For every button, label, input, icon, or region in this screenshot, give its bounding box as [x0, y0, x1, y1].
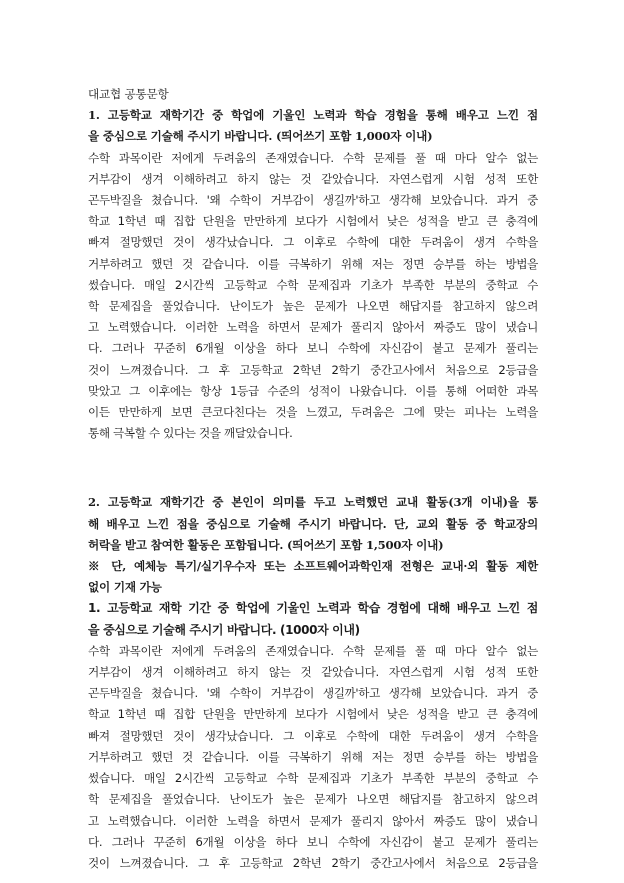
answer-line: 썼습니다. 매일 2시간씩 고등학교 수학 문제집과 기초가 부족한 부분의 중학교 수 [88, 277, 538, 292]
question-2-title-line: 해 배우고 느낀 점을 중심으로 기술해 주시기 바랍니다. 단, 교외 활동 중 학교장의 [88, 516, 538, 531]
answer-line: 수학 과목이란 저에게 두려움의 존재였습니다. 수학 문제를 풀 때 마다 알수 없는 [88, 643, 538, 658]
answer-line: 거부감이 생겨 이해하려고 하지 않는 것 같았습니다. 자연스럽게 시험 성적 또한 [88, 665, 538, 680]
answer-line: 거부하려고 했던 것 같습니다. 이를 극복하기 위해 저는 정면 승부를 하는 방법을 [88, 749, 538, 764]
answer-line: 다. 그러나 꾸준히 6개월 이상을 하다 보니 수학에 자신감이 붙고 문제가 풀리는 [88, 834, 538, 849]
answer-line: 통해 극복할 수 있다는 것을 깨달았습니다. [88, 426, 293, 441]
answer-line: 거부하려고 했던 것 같습니다. 이를 극복하기 위해 저는 정면 승부를 하는 방법을 [88, 256, 538, 271]
section-header: 대교협 공통문항 [88, 87, 169, 101]
question-1-repeat-title [88, 598, 538, 640]
answer-line: 거부감이 생겨 이해하려고 하지 않는 것 같았습니다. 자연스럽게 시험 성적 또한 [88, 171, 538, 186]
note-line: 없이 기재 가능 [88, 580, 162, 595]
answer-line: 학 문제집을 풀었습니다. 난이도가 높은 문제가 나오면 해답지를 참고하지 않으려 [88, 299, 538, 314]
question-1-title-line: 을 중심으로 기술해 주시기 바랍니다. (띄어쓰기 포함 1,000자 이내) [88, 129, 433, 144]
note-line: ※ 단, 예체능 특기/실기우수자 또는 소프트웨어과학인재 전형은 교내·외 활동 제한 [88, 559, 538, 574]
answer-line: 다. 그러나 꾸준히 6개월 이상을 하다 보니 수학에 자신감이 붙고 문제가 풀리는 [88, 341, 538, 356]
question-1-repeat-title-line: 1. 고등학교 재학 기간 중 학업에 기울인 노력과 학습 경험에 대해 배우고 느낀 점 [88, 601, 538, 616]
answer-line: 빠져 절망했던 것이 생각났습니다. 그 이후로 수학에 대한 두려움이 생겨 수학을 [88, 728, 538, 743]
answer-line: 고 노력했습니다. 이러한 노력을 하면서 문제가 풀리지 않아서 짜증도 많이 냈습니 [88, 320, 538, 335]
answer-line: 학교 1학년 때 집합 단원을 만만하게 보다가 시험에서 낮은 성적을 받고 큰 충격에 [88, 707, 538, 722]
answer-line: 것이 느껴졌습니다. 그 후 고등학교 2학년 2학기 중간고사에서 처음으로 2등급을 [88, 855, 538, 870]
question-1-title-line: 1. 고등학교 재학기간 중 학업에 기울인 노력과 학습 경험을 통해 배우고 느낀 점 [88, 108, 538, 123]
question-2-note [88, 556, 538, 598]
answer-line: 곤두박질을 쳤습니다. '왜 수학이 거부감이 생길까'하고 생각해 보았습니다. 과거 중 [88, 193, 538, 208]
answer-line: 학교 1학년 때 집합 단원을 만만하게 보다가 시험에서 낮은 성적을 받고 큰 충격에 [88, 214, 538, 229]
question-1-repeat-answer [88, 641, 538, 874]
question-2-title-line: 허락을 받고 참여한 활동은 포함됩니다. (띄어쓰기 포함 1,500자 이내) [88, 537, 444, 552]
answer-line: 곤두박질을 쳤습니다. '왜 수학이 거부감이 생길까'하고 생각해 보았습니다. 과거 중 [88, 686, 538, 701]
question-2-title [88, 492, 538, 556]
answer-line: 수학 과목이란 저에게 두려움의 존재였습니다. 수학 문제를 풀 때 마다 알수 없는 [88, 150, 538, 165]
answer-line: 학 문제집을 풀었습니다. 난이도가 높은 문제가 나오면 해답지를 참고하지 않으려 [88, 792, 538, 807]
answer-line: 썼습니다. 매일 2시간씩 고등학교 수학 문제집과 기초가 부족한 부분의 중학교 수 [88, 771, 538, 786]
answer-line: 맞았고 그 이후에는 항상 1등급 수준의 성적이 나왔습니다. 이를 통해 어떠한 과목 [88, 383, 538, 398]
answer-line: 고 노력했습니다. 이러한 노력을 하면서 문제가 풀리지 않아서 짜증도 많이 냈습니 [88, 813, 538, 828]
answer-line: 것이 느껴졌습니다. 그 후 고등학교 2학년 2학기 중간고사에서 처음으로 2등급을 [88, 362, 538, 377]
question-1-repeat-title-line: 을 중심으로 기술해 주시기 바랍니다. (1000자 이내) [88, 622, 360, 637]
answer-line: 이든 만만하게 보면 큰코다친다는 것을 느꼈고, 두려움은 그에 맞는 피나는 노력을 [88, 405, 538, 420]
answer-line: 빠져 절망했던 것이 생각났습니다. 그 이후로 수학에 대한 두려움이 생겨 수학을 [88, 235, 538, 250]
question-2-title-line: 2. 고등학교 재학기간 중 본인이 의미를 두고 노력했던 교내 활동(3개 이내)을 통 [88, 495, 538, 510]
question-1-answer [88, 148, 538, 445]
question-1-title [88, 105, 538, 147]
